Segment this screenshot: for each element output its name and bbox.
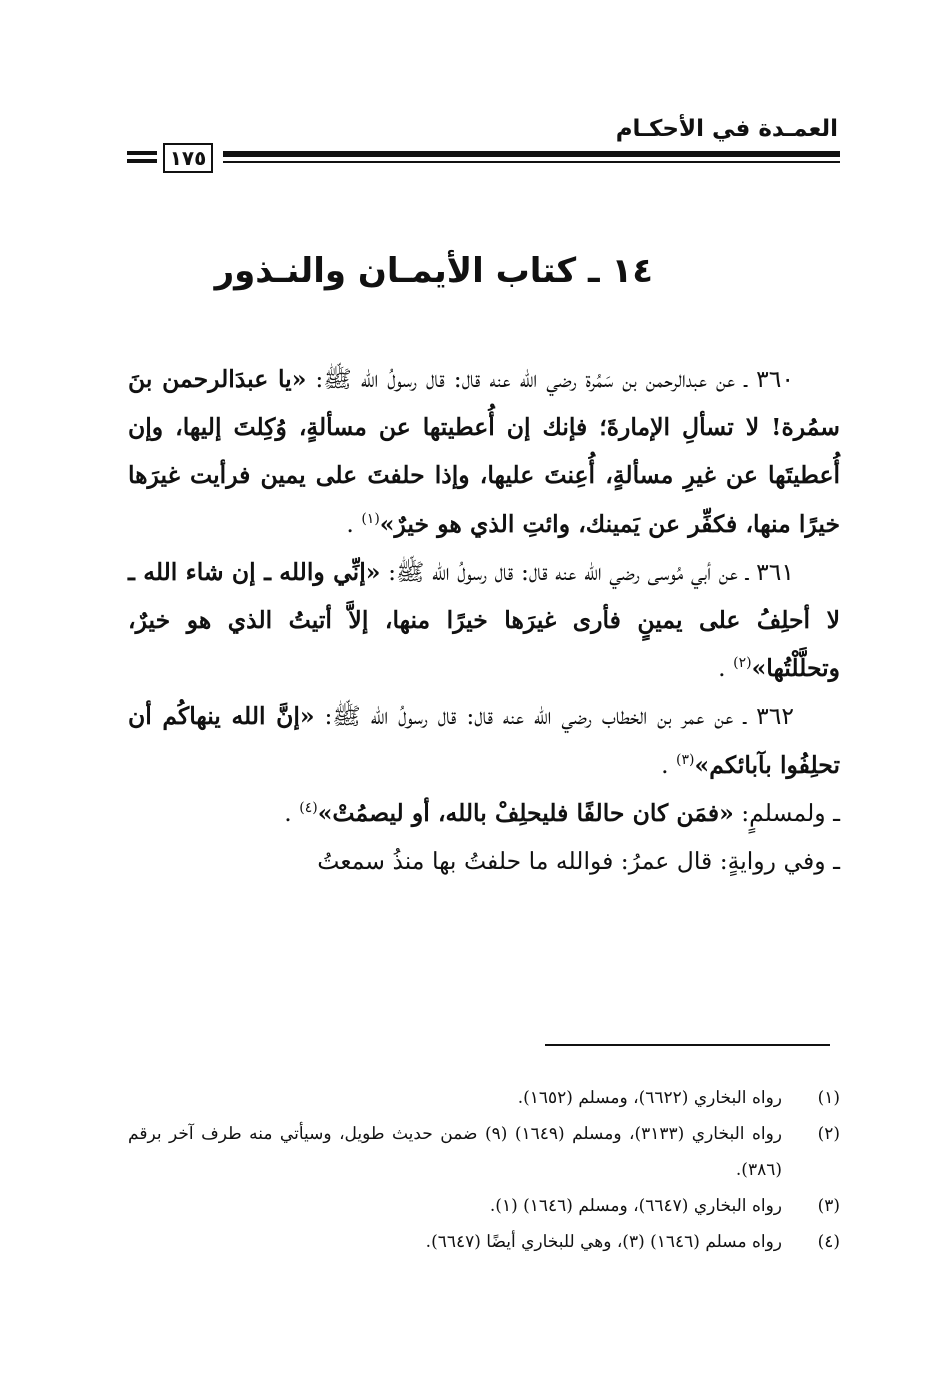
hadith-361-quote: «إنِّي والله ـ إن شاء الله ـ لا أحلِفُ على يمينٍ فأرى غيرَها خيرًا منها، إلاَّ أتيتُ الذي هو خيرٌ، وتحلَّلْتُها»: [128, 557, 840, 683]
footnote-text: رواه البخاري (٦٦٢٢)، ومسلم (١٦٥٢).: [517, 1088, 782, 1108]
hadith-361-tail: .: [718, 654, 726, 683]
hadith-360: [128, 355, 840, 548]
footnote-ref-3: (٣): [676, 751, 695, 768]
footnote-item: [128, 1224, 840, 1260]
page-number-box: ١٧٥: [163, 143, 213, 173]
footnote-text: رواه البخاري (٦٦٤٧)، ومسلم (١٦٤٦) (١).: [489, 1196, 782, 1216]
header-rule-thick: [223, 151, 840, 157]
footnote-number: (٣): [817, 1196, 840, 1216]
hadith-361: [128, 548, 840, 693]
hadith-362-quote: «إنَّ الله ينهاكُم أن تحلِفُوا بآبائكم»: [128, 702, 840, 779]
hadith-362-intro: ٣٦٢ ـ عن عمر بن الخطاب رضي الله عنه قال: قال رسولُ الله ﷺ:: [314, 702, 795, 731]
header-rule-thin: [223, 161, 840, 163]
muslim-narration: [128, 789, 840, 837]
footnote-ref-4: (٤): [299, 800, 318, 816]
page-number-bar-top: [127, 151, 157, 155]
hadith-360-quote: «يا عبدَالرحمن بنَ سمُرة! لا تسألِ الإمارةَ؛ فإنك إن أُعطيتها عن مسألةٍ، وُكِلتَ إليها، وإن أُعطيتَها عن غيرِ مسألةٍ، أُعِنتَ عليها، وإذا حلفتَ على يمين فرأيت غيرَها خيرًا منها، فكفِّر عن يَمينك، وائتِ الذي هو خيرٌ»: [128, 365, 840, 538]
footnote-text: رواه البخاري (٣١٣٣)، ومسلم (١٦٤٩) (٩) ضمن حديث طويل، وسيأتي منه طرف آخر برقم (٣٨٦).: [128, 1124, 782, 1180]
footnote-ref-1: (١): [361, 510, 380, 527]
main-body: [128, 355, 840, 885]
footnote-separator: [545, 1044, 830, 1046]
footnotes-list: [128, 1080, 840, 1260]
hadith-362-tail: .: [661, 750, 669, 779]
chapter-title: ١٤ ـ كتاب الأيمـان والنـذور: [214, 251, 653, 291]
muslim-quote: «فمَن كان حالفًا فليحلِفْ بالله، أو ليصمُتْ»: [317, 798, 734, 827]
footnote-number: (٢): [817, 1124, 840, 1144]
hadith-360-tail: .: [346, 509, 354, 538]
footnote-text: رواه مسلم (١٦٤٦) (٣)، وهي للبخاري أيضًا (٦٦٤٧).: [425, 1232, 782, 1252]
hadith-360-intro: ٣٦٠ ـ عن عبدالرحمن بن سَمُرة رضي الله عنه قال: قال رسولُ الله ﷺ:: [306, 365, 794, 393]
footnote-item: [128, 1188, 840, 1224]
footnote-number: (٤): [817, 1232, 840, 1252]
hadith-361-intro: ٣٦١ ـ عن أبي مُوسى رضي الله عنه قال: قال رسولُ الله ﷺ:: [380, 557, 795, 586]
footnote-number: (١): [817, 1088, 840, 1108]
footnote-ref-2: (٢): [733, 655, 752, 672]
footnote-item: [128, 1116, 840, 1188]
hadith-362: [128, 692, 840, 788]
muslim-tail: .: [284, 798, 292, 827]
footnote-item: [128, 1080, 840, 1116]
running-header-title: العمـدة في الأحكـام: [615, 116, 838, 142]
page-number-bar-bottom: [127, 159, 157, 163]
other-narration: ـ وفي روايةٍ: قال عمرُ: فوالله ما حلفتُ بها منذُ سمعتُ: [317, 847, 840, 876]
muslim-intro: ـ ولمسلمٍ:: [733, 798, 840, 827]
